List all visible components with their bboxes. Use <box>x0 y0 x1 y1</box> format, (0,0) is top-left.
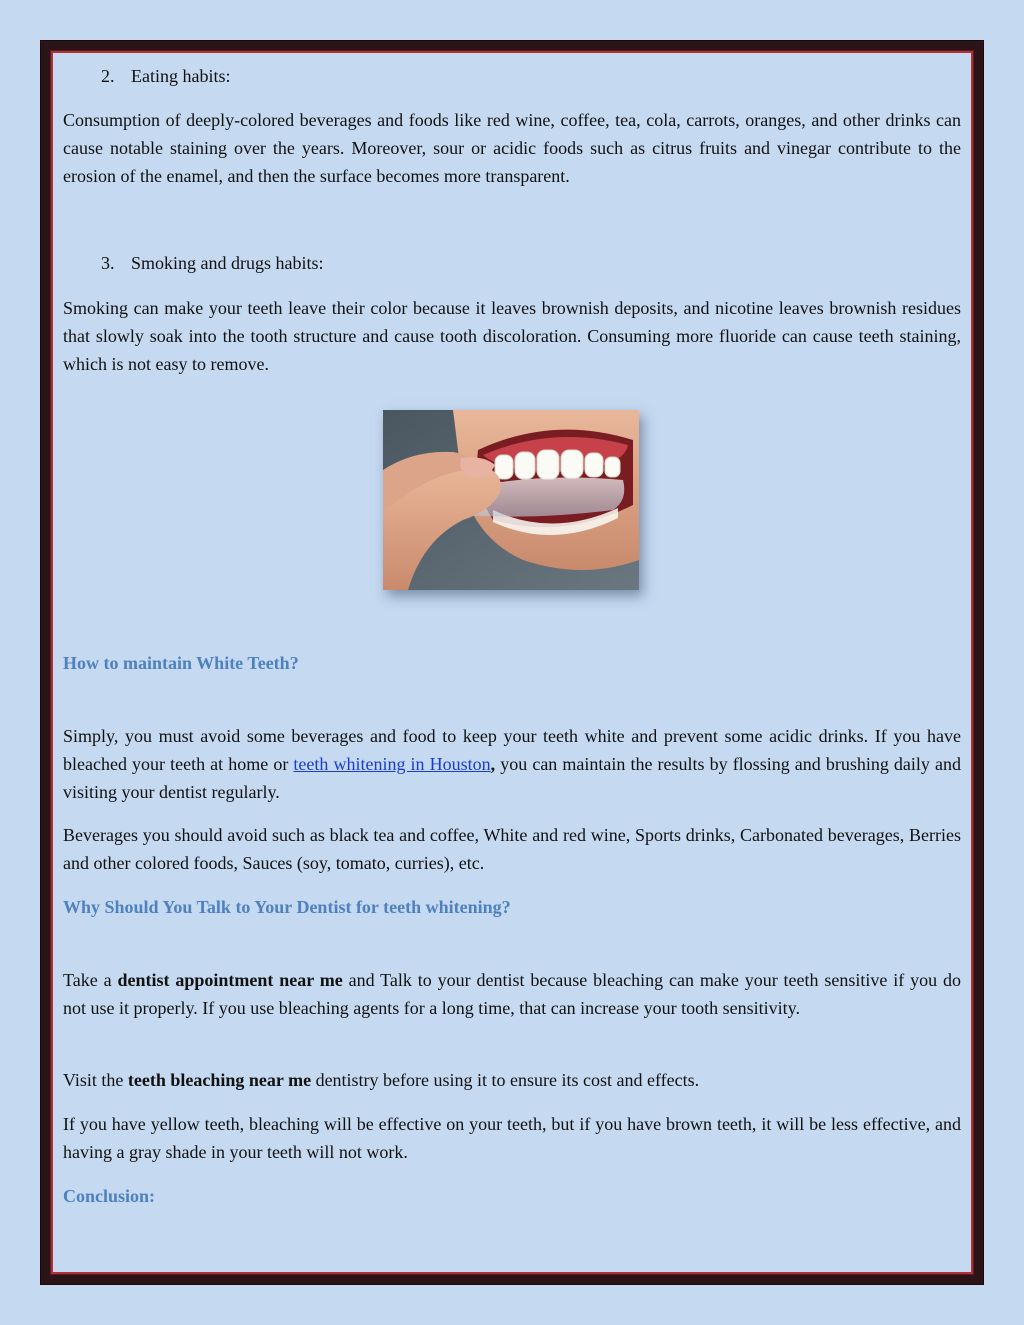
maintain-heading: How to maintain White Teeth? <box>63 653 299 673</box>
list-number: 3. <box>101 253 115 273</box>
why-text-after-bold: and Talk to your dentist because bleaching can make your teeth sensitive if you do not use it properly. If you use bleaching agents for a long time, that can increase your tooth sensitivity. <box>63 970 961 1018</box>
maintain-paragraph-1 <box>63 722 961 806</box>
list-item-smoking-habits <box>101 249 324 277</box>
visit-text-after-bold: dentistry before using it to ensure its cost and effects. <box>311 1070 700 1090</box>
teeth-whitening-houston-link[interactable]: teeth whitening in Houston <box>293 754 491 774</box>
why-paragraph-3: If you have yellow teeth, bleaching will be effective on your teeth, but if you have brown teeth, it will be less effective, and having a gray shade in your teeth will not work. <box>63 1114 961 1162</box>
list-title: Smoking and drugs habits: <box>131 253 324 273</box>
dentist-appointment-bold: dentist appointment near me <box>117 970 343 990</box>
list-number: 2. <box>101 66 115 86</box>
page-border <box>40 40 984 1285</box>
conclusion-heading: Conclusion: <box>63 1186 156 1206</box>
why-paragraph-1 <box>63 966 961 1022</box>
teeth-aligner-photo <box>383 410 639 590</box>
maintain-text-before-link: Simply, you must avoid some beverages and food to keep your teeth white and prevent some acidic drinks. If you have bleached your teeth at home or <box>63 726 961 774</box>
maintain-text-after-link: you can maintain the results by flossing and brushing daily and visiting your dentist regularly. <box>63 754 961 802</box>
teeth-bleaching-bold: teeth bleaching near me <box>127 1070 312 1090</box>
why-text-before-bold: Take a <box>63 970 118 990</box>
list-title: Eating habits: <box>131 66 231 86</box>
why-paragraph-2 <box>63 1066 961 1094</box>
page-inner-border <box>51 51 973 1274</box>
maintain-paragraph-2: Beverages you should avoid such as black tea and coffee, White and red wine, Sports drinks, Carbonated beverages, Berries and other colored foods, Sauces (soy, tomato, curries), etc. <box>63 825 961 873</box>
why-heading: Why Should You Talk to Your Dentist for teeth whitening? <box>63 897 511 917</box>
maintain-comma: , <box>490 754 496 774</box>
smoking-habits-paragraph: Smoking can make your teeth leave their color because it leaves brownish deposits, and nicotine leaves brownish residues that slowly soak into the tooth structure and cause tooth discoloration. Consuming more fluoride can cause teeth staining, which is not easy to remove. <box>63 298 961 374</box>
eating-habits-paragraph: Consumption of deeply-colored beverages and foods like red wine, coffee, tea, cola, carrots, oranges, and other drinks can cause notable staining over the years. Moreover, sour or acidic foods such as citrus fruits and vinegar contribute to the erosion of the enamel, and then the surface becomes more transparent. <box>63 110 961 186</box>
visit-text-before-bold: Visit the <box>63 1070 128 1090</box>
list-item-eating-habits <box>101 62 230 90</box>
